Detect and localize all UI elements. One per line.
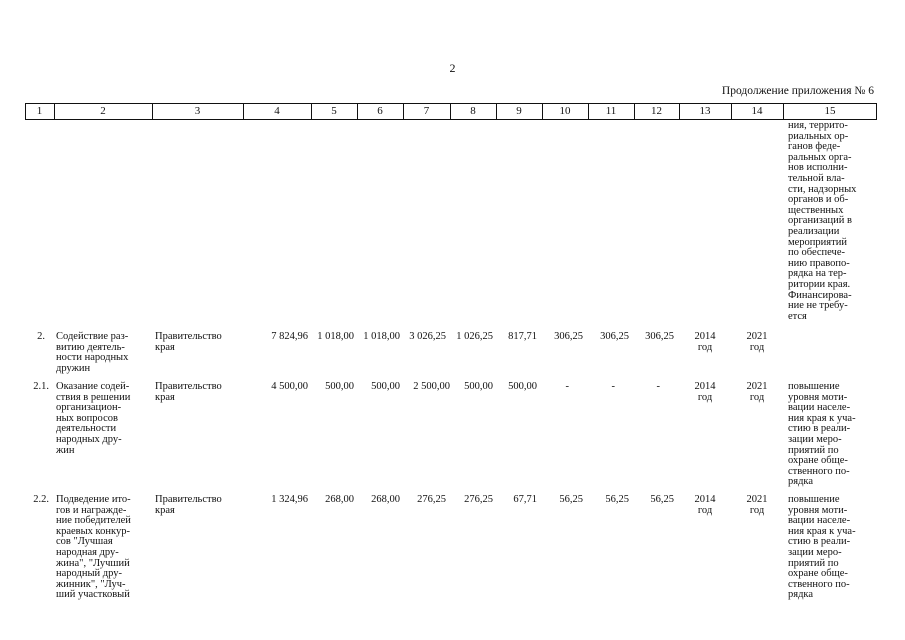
amount-col11: - bbox=[611, 381, 615, 392]
expected-result: повышение уровня моти- вации населе- ния края к уча- стию в реали- зации меро- приятий по охране обще- ственного по- рядка bbox=[788, 494, 856, 601]
start-year: 2014 год bbox=[694, 331, 716, 353]
amount-col7: 276,25 bbox=[417, 494, 446, 505]
amount-col9: 67,71 bbox=[513, 494, 537, 505]
start-year: 2014 год bbox=[694, 381, 716, 403]
expected-result: повышение уровня моти- вации населе- ния края к уча- стию в реали- зации меро- приятий по охране обще- ственного по- рядка bbox=[788, 381, 856, 488]
column-header-4: 4 bbox=[274, 105, 280, 117]
amount-col8: 1 026,25 bbox=[456, 331, 493, 342]
measure-name: Содействие раз- витию деятель- ности народных дружин bbox=[56, 331, 129, 374]
column-header-8: 8 bbox=[470, 105, 476, 117]
measure-name: Подведение ито- гов и награжде- ние победителей краевых конкур- сов "Лучшая народная дру- жина", "Лучший народный дру- жинник", "Луч- ший участковый bbox=[56, 494, 131, 601]
header-bottom-border bbox=[25, 119, 877, 120]
column-header-5: 5 bbox=[331, 105, 337, 117]
executor: Правительство края bbox=[155, 381, 222, 403]
amount-col10: 306,25 bbox=[554, 331, 583, 342]
amount-col10: 56,25 bbox=[559, 494, 583, 505]
end-year: 2021 год bbox=[746, 331, 768, 353]
column-header-9: 9 bbox=[516, 105, 522, 117]
executor: Правительство края bbox=[155, 331, 222, 353]
end-year: 2021 год bbox=[746, 381, 768, 403]
column-header-14: 14 bbox=[751, 105, 763, 117]
amount-col6: 500,00 bbox=[371, 381, 400, 392]
amount-col10: - bbox=[565, 381, 569, 392]
appendix-caption: Продолжение приложения № 6 bbox=[721, 85, 874, 97]
column-header-6: 6 bbox=[377, 105, 383, 117]
executor: Правительство края bbox=[155, 494, 222, 516]
total-amount: 7 824,96 bbox=[271, 331, 308, 342]
amount-col11: 306,25 bbox=[600, 331, 629, 342]
column-header-7: 7 bbox=[423, 105, 430, 117]
amount-col8: 500,00 bbox=[464, 381, 493, 392]
start-year: 2014 год bbox=[694, 494, 716, 516]
total-amount: 1 324,96 bbox=[271, 494, 308, 505]
amount-col12: - bbox=[656, 381, 660, 392]
column-header-2: 2 bbox=[100, 105, 106, 117]
measure-name: Оказание содей- ствия в решении организацион- ных вопросов деятельности народных дру- жин bbox=[56, 381, 131, 456]
column-header-10: 10 bbox=[559, 105, 571, 117]
column-header-11: 11 bbox=[605, 105, 617, 117]
continuation-text: ния, террито- риальных ор- ганов феде- ральных орга- нов исполни- тельной вла- сти, надзорных органов и об- щественных организаций в реализации мероприятий по обеспече- нию правопо- рядка на тер- ритории края. Финансирова- ние не требу- ется bbox=[788, 120, 857, 322]
column-header-3: 3 bbox=[194, 105, 201, 117]
amount-col5: 500,00 bbox=[325, 381, 354, 392]
amount-col5: 1 018,00 bbox=[317, 331, 354, 342]
amount-col12: 56,25 bbox=[650, 494, 674, 505]
amount-col9: 500,00 bbox=[508, 381, 537, 392]
amount-col6: 268,00 bbox=[371, 494, 400, 505]
column-header-15: 15 bbox=[824, 105, 836, 117]
amount-col9: 817,71 bbox=[508, 331, 537, 342]
page-number: 2 bbox=[449, 61, 456, 75]
column-header-13: 13 bbox=[699, 105, 711, 117]
end-year: 2021 год bbox=[746, 494, 768, 516]
amount-col7: 3 026,25 bbox=[409, 331, 446, 342]
row-number: 2.1. bbox=[33, 381, 49, 392]
amount-col6: 1 018,00 bbox=[363, 331, 400, 342]
amount-col7: 2 500,00 bbox=[413, 381, 450, 392]
column-header-1: 1 bbox=[36, 105, 43, 117]
amount-col5: 268,00 bbox=[325, 494, 354, 505]
column-header-12: 12 bbox=[651, 105, 662, 117]
total-amount: 4 500,00 bbox=[271, 381, 308, 392]
amount-col8: 276,25 bbox=[464, 494, 493, 505]
amount-col11: 56,25 bbox=[605, 494, 629, 505]
row-number: 2.2. bbox=[33, 494, 49, 505]
amount-col12: 306,25 bbox=[645, 331, 674, 342]
row-number: 2. bbox=[37, 331, 45, 342]
